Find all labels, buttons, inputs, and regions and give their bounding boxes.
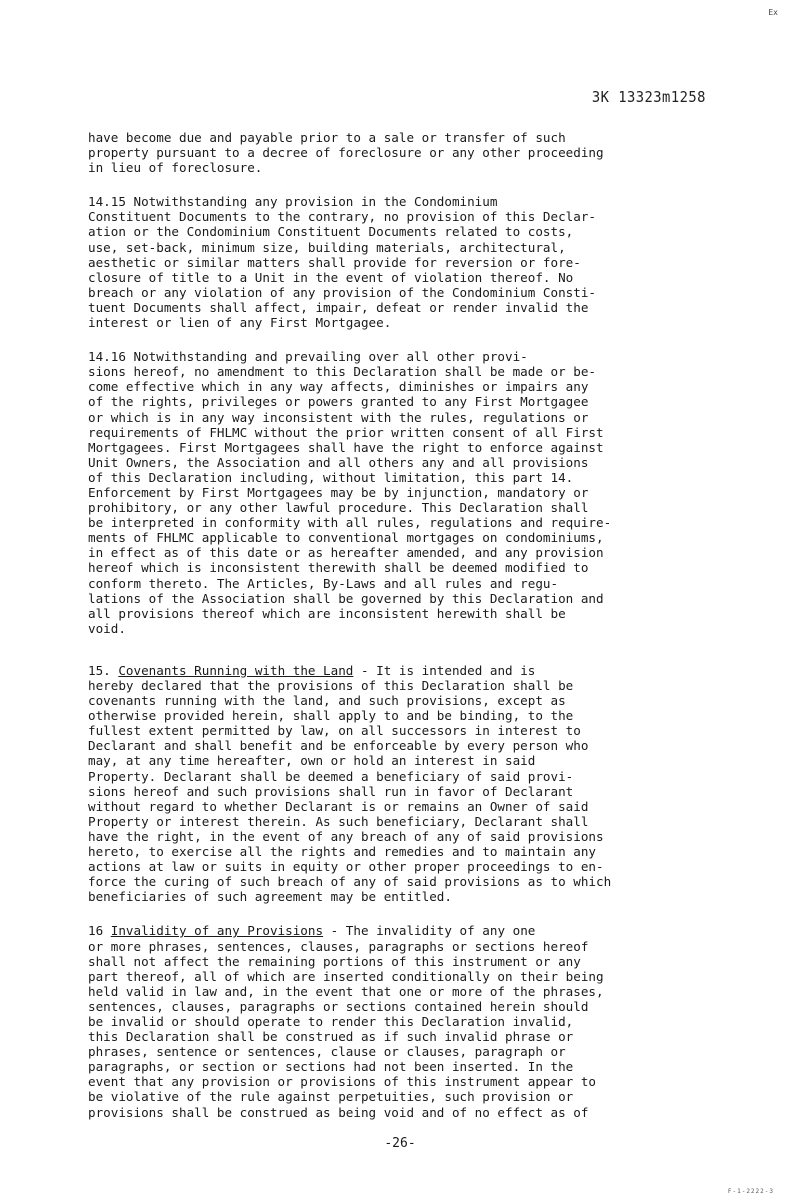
book-page-stamp: 3K 13323m1258 (592, 88, 706, 106)
footer-mark: F-1-2222-3 (727, 1188, 774, 1195)
page-number: -26- (384, 1136, 416, 1151)
section-16-heading: Invalidity of any Provisions (110, 923, 324, 939)
document-body (88, 130, 708, 1120)
section-16-invalidity: 16 Invalidity of any Provisions - The invalidity of any one or more phrases, sentences, clauses, paragraphs or sections hereof shall not affect the remaining portions of this instrument or any part thereof, all of which are inserted conditionally on their being held valid in law and, in the event that one or more of the phrases, sentences, clauses, paragraphs or sections contained herein should be invalid or should operate to render this Declaration invalid, this Declaration shall be construed as if such invalid phrase or phrases, sentence or sentences, clause or clauses, paragraph or paragraphs, or section or sections had not been inserted. In the event that any provision or provisions of this instrument appear to be violative of the rule against perpetuities, such provision or provisions shall be construed as being void and of no effect as of (88, 923, 604, 1120)
paragraph-continuation: have become due and payable prior to a sale or transfer of such property pursuant to a decree of foreclosure or any other proceeding in lieu of foreclosure. (88, 130, 604, 176)
corner-mark: Ex (768, 8, 778, 17)
section-15-covenants: 15. Covenants Running with the Land - It is intended and is hereby declared that the provisions of this Declaration shall be covenants running with the land, and such provisions, except as otherwise provided herein, shall apply to and be binding, to the fullest extent permitted by law, on all successors in interest to Declarant and shall benefit and be enforceable by every person who may, at any time hereafter, own or hold an interest in said Property. Declarant shall be deemed a beneficiary of said provi- sions hereof and such provisions shall run in favor of Declarant without regard to whether Declarant is or remains an Owner of said Property or interest therein. As such beneficiary, Declarant shall have the right, in the event of any breach of any of said provisions hereto, to exercise all the rights and remedies and to maintain any actions at law or suits in equity or other proper proceedings to en- force the curing of such breach of any of said provisions as to which beneficiaries of such agreement may be entitled. (88, 662, 612, 905)
paragraph-14-16: 14.16 Notwithstanding and prevailing over all other provi- sions hereof, no amendment to this Declaration shall be made or be- come effective which in any way affects, diminishes or impairs any of the rights, privileges or powers granted to any First Mortgagee or which is in any way inconsistent with the rules, regulations or requirements of FHLMC without the prior written consent of all First Mortgagees. First Mortgagees shall have the right to enforce against Unit Owners, the Association and all others any and all provisions of this Declaration including, without limitation, this part 14. Enforcement by First Mortgagees may be by injunction, mandatory or prohibitory, or any other lawful procedure. This Declaration shall be interpreted in conformity with all rules, regulations and require- ments of FHLMC applicable to conventional mortgages on condominiums, in effect as of this date or as hereafter amended, and any provision hereof which is inconsistent therewith shall be deemed modified to conform thereto. The Articles, By-Laws and all rules and regu- lations of the Association shall be governed by this Declaration and all provisions thereof which are inconsistent herewith shall be void. (88, 349, 612, 636)
paragraph-14-15: 14.15 Notwithstanding any provision in the Condominium Constituent Documents to the contrary, no provision of this Declar- ation or the Condominium Constituent Documents related to costs, use, set-back, minimum size, building materials, architectural, aesthetic or similar matters shall provide for reversion or fore- closure of title to a Unit in the event of violation thereof. No breach or any violation of any provision of the Condominium Consti- tuent Documents shall affect, impair, defeat or render invalid the interest or lien of any First Mortgagee. (88, 194, 596, 331)
section-15-heading: Covenants Running with the Land (118, 662, 354, 678)
